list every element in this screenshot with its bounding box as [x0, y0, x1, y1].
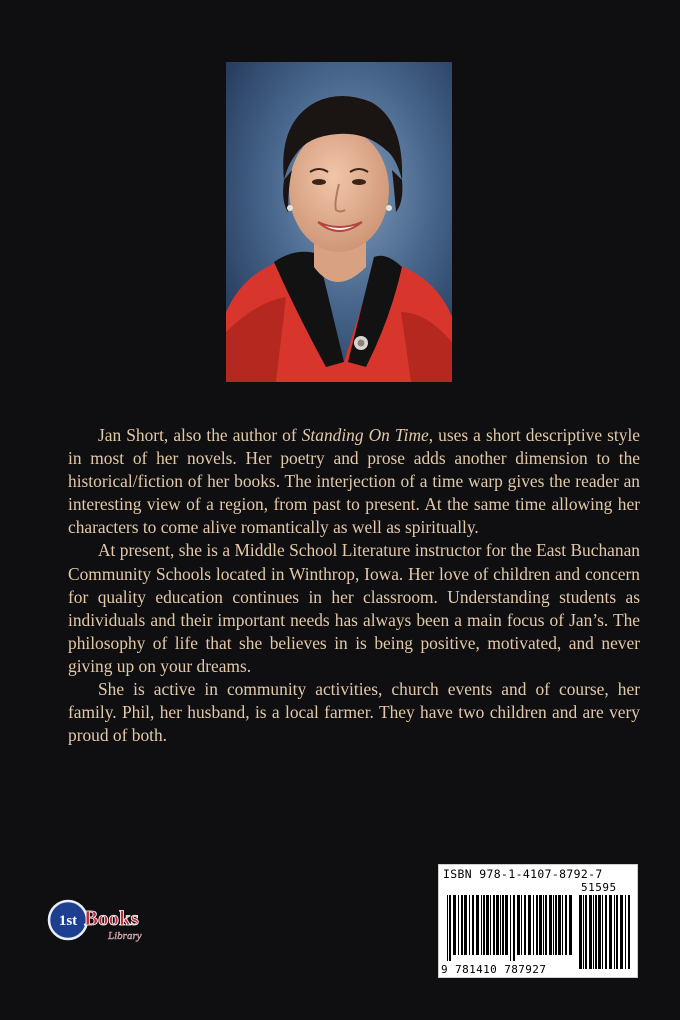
barcode-bar [476, 895, 479, 955]
barcode-bar [521, 895, 522, 955]
barcode-bar [545, 895, 547, 955]
barcode-bar [565, 895, 567, 955]
barcode-bar [449, 895, 451, 961]
publisher-logo [46, 896, 156, 948]
barcode-bar [469, 895, 470, 955]
barcode-bar [513, 895, 515, 961]
barcode-bar [447, 895, 448, 961]
price-code: 51595 [581, 881, 617, 894]
barcode-bar [502, 895, 504, 955]
barcode-bar [614, 895, 615, 969]
bio-paragraph-3: She is active in community activities, church events and of course, her family. Phil, her husband, is a local farmer. They have two children and are very proud of both. [68, 679, 640, 746]
ean-barcode-bars [447, 895, 575, 961]
barcode-bar [595, 895, 597, 969]
publisher-badge-text: 1st [58, 913, 78, 929]
barcode-bar [510, 895, 511, 961]
barcode-bar [579, 895, 582, 969]
barcode-bar [549, 895, 552, 955]
barcode-bar [536, 895, 538, 955]
barcode-bar [589, 895, 592, 969]
barcode-bar [539, 895, 542, 955]
addon-barcode-bars [579, 895, 631, 975]
barcode-bar [493, 895, 495, 955]
barcode-bar [496, 895, 499, 955]
barcode-bar [543, 895, 544, 955]
barcode-bar [472, 895, 474, 955]
barcode-bar [620, 895, 623, 969]
bio-paragraph-1 [68, 424, 640, 539]
barcode-bar [609, 895, 612, 969]
barcode-bar [464, 895, 467, 955]
barcode-bar [569, 895, 572, 955]
author-photo [226, 62, 452, 382]
barcode-bar [625, 895, 626, 969]
barcode-bar [585, 895, 587, 969]
barcode-bar [562, 895, 563, 955]
ean-digits: 9 781410 787927 [441, 963, 547, 976]
bio-p1-text-end: , uses a short descriptive style in most of her novels. Her poetry and prose adds another dimension to the historical/fiction of her books. The interjection of a time warp gives the reader an interesting view of a region, from past to present. At the same time allowing her characters to come alive romantically as well as spiritually. [68, 425, 640, 538]
barcode-bar [505, 895, 508, 955]
isbn-label: ISBN 978-1-4107-8792-7 [443, 867, 603, 881]
barcode-bar [528, 895, 531, 955]
barcode-bar [553, 895, 554, 955]
barcode-bar [461, 895, 463, 955]
barcode-bar [524, 895, 526, 955]
barcode-bar [458, 895, 459, 955]
barcode-bar [500, 895, 501, 955]
barcode-bar [533, 895, 534, 955]
barcode-bar [628, 895, 630, 969]
barcode-bar [605, 895, 607, 969]
barcode-bar [486, 895, 489, 955]
barcode-bar [583, 895, 584, 969]
publisher-name: Books [84, 906, 139, 930]
barcode-bar [481, 895, 482, 955]
author-bio [68, 424, 640, 747]
barcode-bar [593, 895, 594, 969]
book-title: Standing On Time [301, 425, 429, 445]
bio-p1-text-start: Jan Short, also the author of [98, 425, 302, 445]
barcode-bar [558, 895, 561, 955]
bio-paragraph-2: At present, she is a Middle School Literature instructor for the East Buchanan Community Schools located in Winthrop, Iowa. Her love of children and concern for quality education continues in her classroom. Understanding students as individuals and their important needs has always been a main focus of Jan’s. The philosophy of life that she believes in is being positive, motivated, and never giving up on your dreams. [68, 540, 640, 676]
author-portrait-image [226, 62, 452, 382]
barcode-bar [602, 895, 603, 969]
barcode-bar [490, 895, 491, 955]
publisher-subname: Library [108, 930, 142, 942]
isbn-barcode [438, 864, 638, 978]
barcode-bar [453, 895, 456, 955]
barcode-bar [598, 895, 601, 969]
barcode-bar [483, 895, 485, 955]
barcode-bar [517, 895, 520, 955]
barcode-bar [616, 895, 618, 969]
barcode-bar [555, 895, 557, 955]
